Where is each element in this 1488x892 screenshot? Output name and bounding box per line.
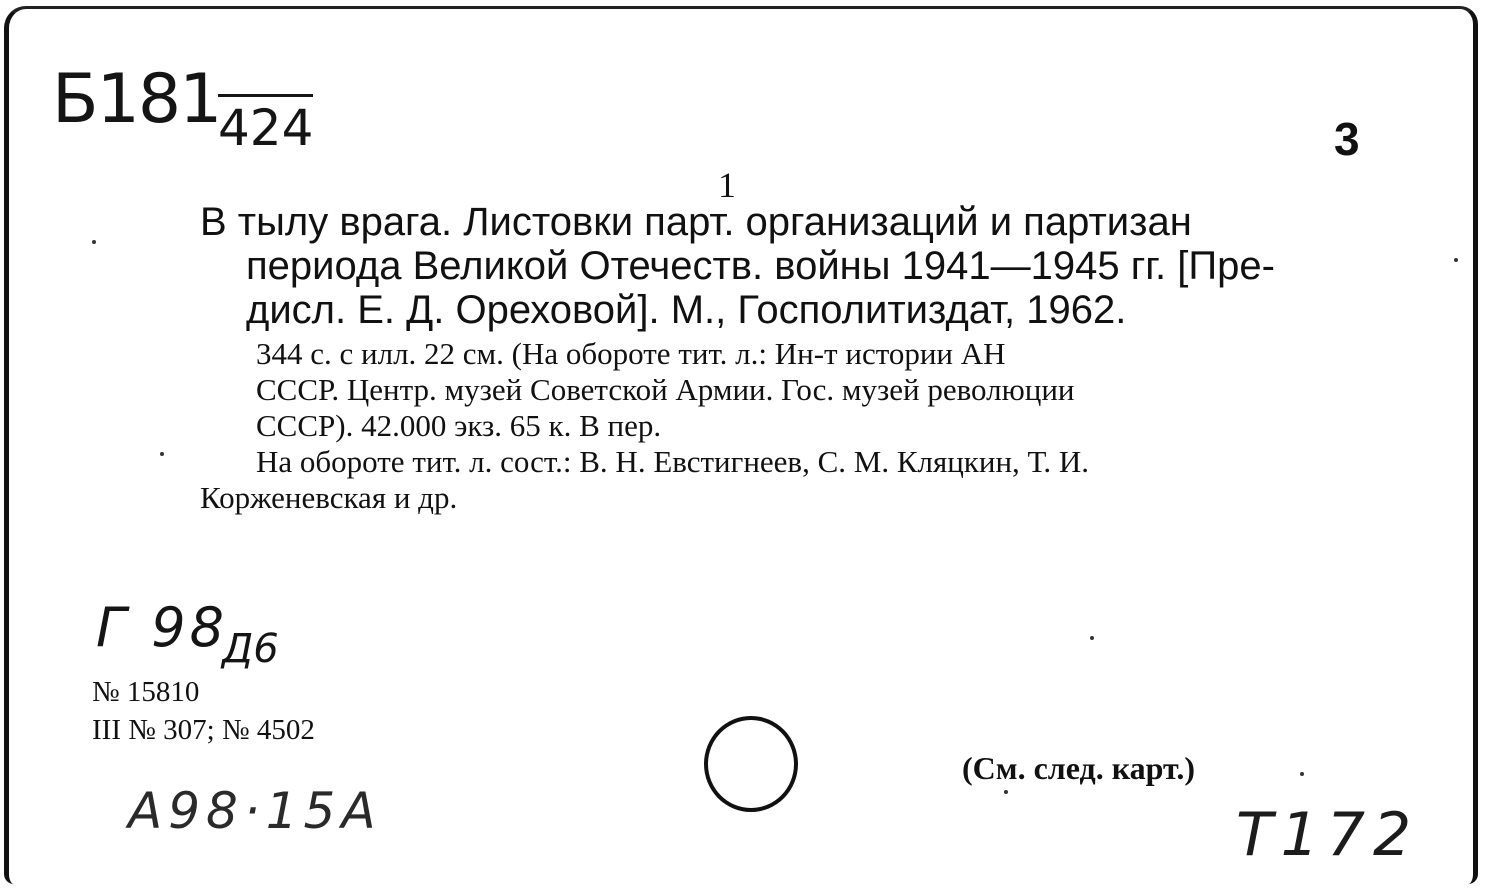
ink-speck [92,240,96,244]
ink-speck [1004,790,1008,794]
ink-speck [1090,636,1094,640]
note-line: Корженевская и др. [200,480,458,515]
ink-speck [160,452,164,456]
shelf-mark-handwritten: Г 98 [96,596,228,659]
ink-speck [1454,258,1458,262]
description-line: СССР. Центр. музей Советской Армии. Гос. музей революции [256,372,1075,407]
inventory-number-secondary: III № 307; № 4502 [92,714,315,746]
call-number-main: Б181 [52,60,221,139]
description-line: СССР). 42.000 экз. 65 к. В пер. [256,408,662,443]
continued-note: (См. след. карт.) [962,750,1195,786]
shelf-mark-handwritten-sub: Д6 [222,626,279,672]
title-line: дисл. Е. Д. Ореховой]. М., Госполитиздат, 1962. [246,288,1127,332]
note-line: На обороте тит. л. сост.: В. Н. Евстигнеев, С. М. Кляцкин, Т. И. [256,444,1090,479]
description-line: 344 с. с илл. 22 см. (На обороте тит. л.: Ин-т истории АН [256,336,1006,371]
inventory-number: № 15810 [92,676,200,708]
volume-number: 1 [718,165,736,205]
title-line: периода Великой Отечеств. войны 1941—1945 гг. [Пре- [246,244,1275,288]
ink-speck [1300,772,1304,776]
punch-hole [704,716,798,812]
card-number: 3 [1334,113,1360,165]
bibliographic-entry [200,200,1365,516]
call-number-sub: 424 [218,94,313,157]
handwritten-cipher: А98·15А [128,782,382,840]
corner-code-handwritten: Т172 [1236,800,1420,870]
title-line: В тылу врага. Листовки парт. организаций и партизан [200,200,1192,244]
